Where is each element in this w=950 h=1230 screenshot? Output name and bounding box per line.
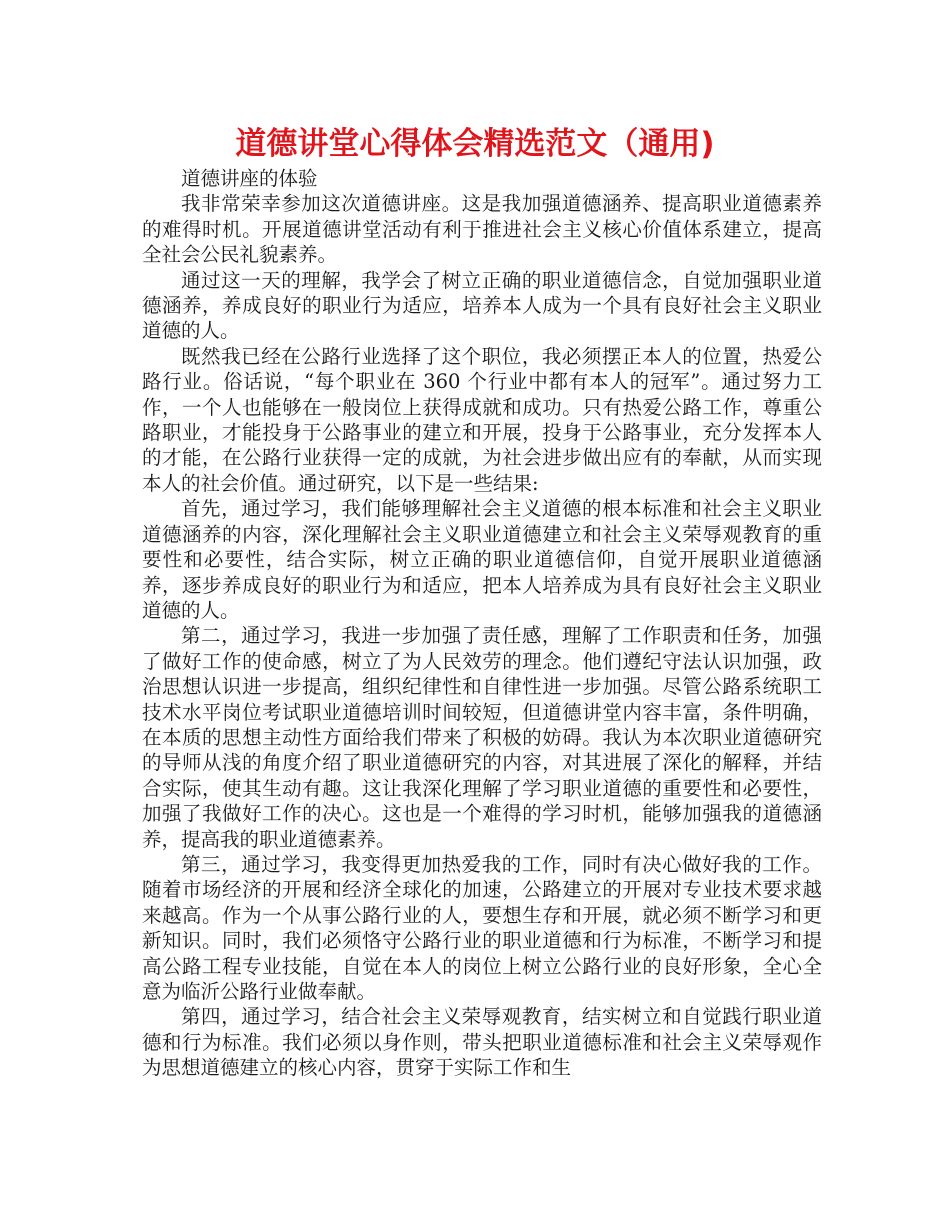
paragraph-first-point: 首先，通过学习，我们能够理解社会主义道德的根本标准和社会主义职业道德涵养的内容，深化理解社会主义职业道德建立和社会主义荣辱观教育的重要性和必要性，结合实际，树立正确的职业道德信仰，自觉开展职业道德涵养，逐步养成良好的职业行为和适应，把本人培养成为具有良好社会主义职业道德的人。 [142,497,822,622]
paragraph-third-point: 第三，通过学习，我变得更加热爱我的工作，同时有决心做好我的工作。随着市场经济的开展和经济全球化的加速，公路建立的开展对专业技术要求越来越高。作为一个从事公路行业的人，要想生存和开展，就必须不断学习和更新知识。同时，我们必须恪守公路行业的职业道德和行为标准，不断学习和提高公路工程专业技能，自觉在本人的岗位上树立公路行业的良好形象，全心全意为临沂公路行业做奉献。 [142,852,822,1003]
paragraph-understanding: 通过这一天的理解，我学会了树立正确的职业道德信念，自觉加强职业道德涵养，养成良好的职业行为适应，培养本人成为一个具有良好社会主义职业道德的人。 [142,268,822,343]
paragraph-highway-career: 既然我已经在公路行业选择了这个职位，我必须摆正本人的位置，热爱公路行业。俗话说，“每个职业在 360 个行业中都有本人的冠军”。通过努力工作，一个人也能够在一般岗位上获得成就和成功。只有热爱公路工作，尊重公路职业，才能投身于公路事业的建立和开展，投身于公路事业，充分发挥本人的才能，在公路行业获得一定的成就，为社会进步做出应有的奉献，从而实现本人的社会价值。通过研究，以下是一些结果: [142,344,822,495]
document-title: 道德讲堂心得体会精选范文（通用) [235,126,715,162]
document-body [142,166,822,1081]
paragraph-intro: 我非常荣幸参加这次道德讲座。这是我加强道德涵养、提高职业道德素养的难得时机。开展道德讲堂活动有利于推进社会主义核心价值体系建立，提高全社会公民礼貌素养。 [142,192,822,267]
paragraph-subtitle: 道德讲座的体验 [181,167,318,190]
paragraph-second-point: 第二，通过学习，我进一步加强了责任感，理解了工作职责和任务，加强了做好工作的使命感，树立了为人民效劳的理念。他们遵纪守法认识加强，政治思想认识进一步提高，组织纪律性和自律性进一步加强。尽管公路系统职工技术水平岗位考试职业道德培训时间较短，但道德讲堂内容丰富，条件明确，在本质的思想主动性方面给我们带来了积极的妨碍。我认为本次职业道德研究的导师从浅的角度介绍了职业道德研究的内容，对其进展了深化的解释，并结合实际，使其生动有趣。这让我深化理解了学习职业道德的重要性和必要性，加强了我做好工作的决心。这也是一个难得的学习时机，能够加强我的道德涵养，提高我的职业道德素养。 [142,624,822,851]
paragraph-fourth-point: 第四，通过学习，结合社会主义荣辱观教育，结实树立和自觉践行职业道德和行为标准。我们必须以身作则，带头把职业道德标准和社会主义荣辱观作为思想道德建立的核心内容，贯穿于实际工作和生 [142,1005,822,1080]
